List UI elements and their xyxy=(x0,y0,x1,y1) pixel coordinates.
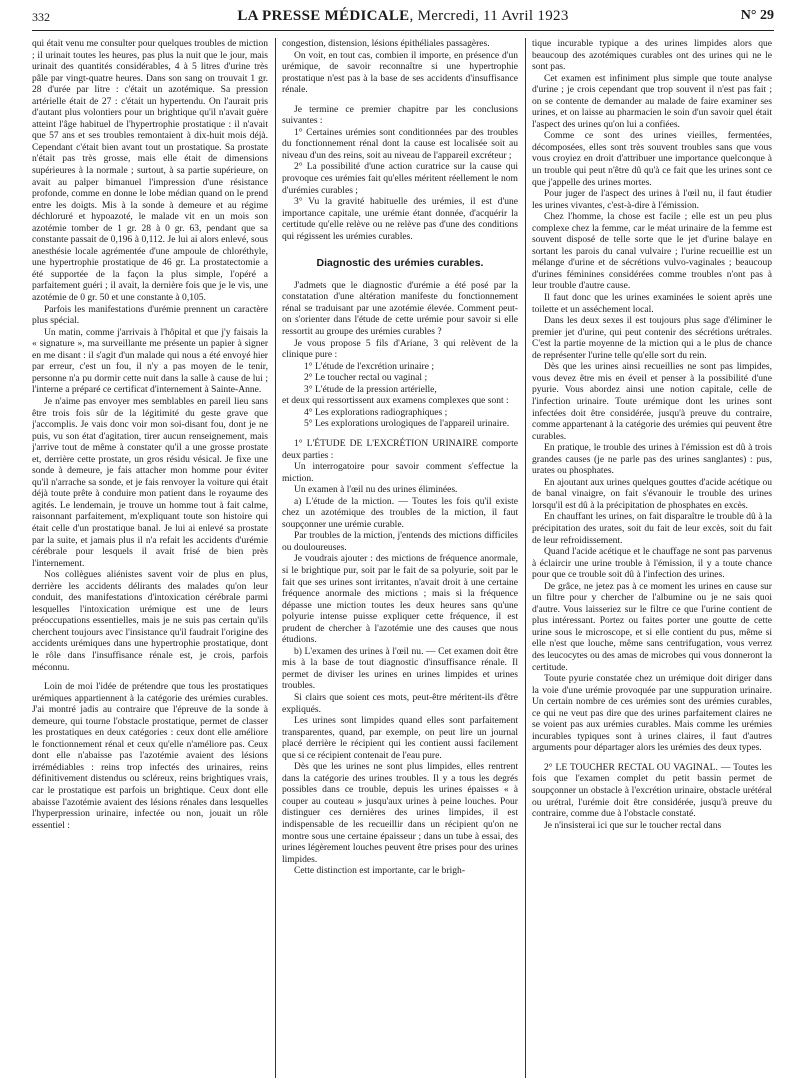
page-header xyxy=(32,6,774,31)
paragraph: Pour juger de l'aspect des urines à l'œil nu, il faut étudier les urines vivantes, c'est-à-dire à l'émission. xyxy=(532,188,772,211)
paragraph: Je voudrais ajouter : des mictions de fréquence anormale, si le brightique pur, soit par le fait de sa polyurie, soit par le fait que ses urines sont irritantes, n'avait droit à une certaine fréquence anormale des mictions ; mais si la fréquence dépasse une miction toutes les deux heures sans qu'une polyurie intense puisse expliquer cette fréquence, il est prudent de chercher à l'azotémie une des causes que nous étudions. xyxy=(282,553,518,646)
paragraph: Si clairs que soient ces mots, peut-être méritent-ils d'être expliqués. xyxy=(282,691,518,715)
paragraph: Je n'aime pas envoyer mes semblables en pareil lieu sans être trois fois sûr de la légitimité du geste grave que j'accomplis. Je vais donc voir mon soi-disant fou, dont je ne puis, vu son état d'agitation, tirer aucun renseignement, mais j'arrive tout de même à constater qu'il a une grosse prostate et, derrière cette prostate, un gros résidu vésical. Je fixe une sonde à demeure, je fais attacher mon homme pour éviter qu'il n'arrache sa sonde, et je fais renvoyer la voiture qui était déjà toute prête à conduire mon patient dans le royaume des agités. Le lendemain, je trouve un homme tout à fait calme, raisonnant parfaitement, m'expliquant toute son histoire qui était celle d'un prostatique banal. Je lui ai enlevé sa prostate par la suite, et jamais plus il n'a refait les accidents d'urémie cérébrale pour lesquels il avait frisé de bien près l'internement. xyxy=(32,395,268,569)
paragraph: et deux qui ressortissent aux examens complexes que sont : xyxy=(282,395,509,407)
paragraph: 1° Certaines urémies sont conditionnées par des troubles du fonctionnement rénal dont la cause est localisée soit au niveau d'un des reins, soit au niveau de l'appareil excréteur ; xyxy=(282,126,518,161)
paragraph: 1° L'étude de l'excrétion urinaire ; xyxy=(304,360,434,372)
paragraph: Comme ce sont des urines vieilles, fermentées, décomposées, elles sont très souvent troubles sans que vous vous croyiez en droit d'attribuer une importance quelconque à un trouble qui peut n'être dû qu'à ce fait que les urines sont ce que j'appelle des urines mortes. xyxy=(532,130,772,188)
paragraph: Les urines sont limpides quand elles sont parfaitement transparentes, quand, par exemple, on peut lire un journal placé derrière le récipient qui les contient aussi facilement que si ce récipient contenait de l'eau pure. xyxy=(282,715,518,761)
paragraph: De grâce, ne jetez pas à ce moment les urines en cause sur un filtre pour y chercher de l'albumine ou je ne sais quoi d'autre. Vous laisseriez sur le filtre ce que l'urine contient de plus intéressant. Portez ou faites porter une goutte de cette urine sous le microscope, et si elle contient du pus, même si elle n'est que louche, même sans centrifugation, vous verrez des leucocytes ou des amas de microbes qui vous donneront la certitude. xyxy=(532,580,772,673)
paragraph: 5° Les explorations urologiques de l'appareil urinaire. xyxy=(304,418,510,430)
paragraph: 3° L'étude de la pression artérielle, xyxy=(304,383,437,395)
paragraph: Dans les deux sexes il est toujours plus sage d'éliminer le premier jet d'urine, qui peut contenir des sécrétions urétrales. C'est la partie moyenne de la miction qui a le plus de chance de représenter l'urine telle qu'elle sort du rein. xyxy=(532,315,772,361)
paragraph: Un matin, comme j'arrivais à l'hôpital et que j'y faisais la « signature », ma surveillante me présente un papier à signer en me disant : il s'agit d'un malade qui nous a été envoyé hier par erreur, c'est un fou, il n'y a pas moyen de le tenir, personne n'a pu dormir cette nuit dans la salle à cause de lui ; l'interne a préparé ce certificat d'internement à Sainte-Anne. xyxy=(32,326,268,396)
journal-title xyxy=(32,8,774,25)
paragraph: On voit, en tout cas, combien il importe, en présence d'un urémique, de savoir reconnaître si une hypertrophie prostatique n'est pas à la base de ses accidents d'insuffisance rénale. xyxy=(282,49,518,96)
text-column-1 xyxy=(32,38,268,1078)
paragraph: En ajoutant aux urines quelques gouttes d'acide acétique ou de banal vinaigre, on fait s'évanouir le trouble des urines lorsqu'il est dû à la précipitation de phosphates en excès. xyxy=(532,476,772,511)
paragraph: Je n'insisterai ici que sur le toucher rectal dans xyxy=(544,819,722,831)
paragraph: 3° Vu la gravité habituelle des urémies, il est d'une importance capitale, une urémie étant donnée, d'acquérir la certitude qu'elle relève ou ne relève pas d'une des conditions qui régissent les urémies curables. xyxy=(282,196,518,242)
column-divider xyxy=(525,38,526,1078)
paragraph: qui était venu me consulter pour quelques troubles de miction ; il urinait toutes les heures, pas plus la nuit que le jour, mais urinait des quantités considérables, 4 à 5 litres d'urine très pâle par vingt-quatre heures. Dans son sang on trouvait 1 gr. 28 d'urée par litre : c'était un azotémique. Sa pression artérielle était de 27 : c'était un hypertendu. On l'aurait pris d'autant plus volontiers pour un brightique qu'il n'avait guère atteint l'âge habituel de l'hypertrophie prostatique : il n'avait que 57 ans et ses troubles remontaient à dix-huit mois déjà. Cependant c'était bien avant tout un prostatique. Sa prostate n'était pas très grosse, mais elle était de dimensions supérieures à la normale ; surtout, à sa partie supérieure, on avait au palper bimanuel l'impression d'une résistance profonde, comme en donne le lobe médian quand on le prend entre les doigts. Mis à la sonde à demeure et au régime déchloruré et hypoazoté, le malade vit en un mois son azotémie tomber de 1 gr. 28 à 0 gr. 63, pendant que sa constante passait de 0,196 à 0,112. Je lui ai alors enlevé, sous anesthésie locale agrémentée d'une ampoule de chloréthyle, une hypertrophie prostatique de 46 gr. La prostatectomie a été supportée de la façon la plus simple, l'opéré a parfaitement guéri ; il avait, la dernière fois que je le vis, une azotémie de 0 gr. 50 et une constante à 0,105. xyxy=(32,38,268,304)
paragraph: Un interrogatoire pour savoir comment s'effectue la miction. xyxy=(282,461,518,484)
paragraph: a) L'étude de la miction. — Toutes les fois qu'il existe chez un azotémique des troubles de la miction, il faut soupçonner une urémie curable. xyxy=(282,495,518,530)
paragraph: 2° Le toucher rectal ou vaginal ; xyxy=(304,372,428,384)
journal-name: LA PRESSE MÉDICALE xyxy=(237,8,410,24)
text-column-3 xyxy=(532,38,772,1078)
column-divider xyxy=(275,38,276,1078)
paragraph: Loin de moi l'idée de prétendre que tous les prostatiques urémiques appartiennent à la catégorie des urémies curables. J'ai montré jadis au contraire que l'épreuve de la sonde à demeure, qui tourne l'obstacle prostatique, permet de classer les prostatiques en deux catégories : ceux dont elle améliore le fonctionnement rénal et ceux qu'elle n'améliore pas. Ceux dont elle n'abaisse pas l'azotémie avaient des lésions irrémédiables : reins trop infectés des urinaires, reins définitivement distendus ou scléreux, reins brightiques vrais, car le prostatique est parfois un brightique. Ceux dont elle abaisse l'azotémie avaient des lésions rénales dans lesquelles l'hyperpression urinaire, infectée ou non, jouait un rôle essentiel : xyxy=(32,681,268,831)
paragraph: Cette distinction est importante, car le brigh- xyxy=(294,865,466,877)
paragraph: Toute pyurie constatée chez un urémique doit diriger dans la voie d'une urémie provoquée par une suppuration urinaire. Un certain nombre de ces urémies sont des urémies curables, ce qui ne veut pas dire que des urines parfaitement claires ne se voient pas aux urémies curables. Mais comme les urémies incurables typiques sont à urines claires, il faut d'autres arguments pour départager alors les urémies des deux types. xyxy=(532,673,772,754)
paragraph: Un examen à l'œil nu des urines éliminées. xyxy=(294,484,458,496)
paragraph: Nos collègues aliénistes savent voir de plus en plus, derrière les accidents délirants des malades qu'on leur conduit, des manifestations d'intoxication cérébrale parmi lesquelles l'intoxication urémique est une de leurs préoccupations essentielles, mais je ne suis pas certain qu'ils cherchent toujours avec l'insistance qu'il faudrait l'origine des accidents urémiques dans une hypertrophie prostatique, dont le rôle dans l'insuffisance rénale est, je crois, parfois méconnu. xyxy=(32,569,268,673)
paragraph: 1° L'ÉTUDE DE L'EXCRÉTION URINAIRE comporte deux parties : xyxy=(282,437,518,461)
paragraph: En pratique, le trouble des urines à l'émission est dû à trois grandes causes (je ne parle pas des urines sanglantes) : pus, urates ou phosphates. xyxy=(532,442,772,477)
paragraph: Je vous propose 5 fils d'Ariane, 3 qui relèvent de la clinique pure : xyxy=(282,337,518,361)
paragraph: 2° LE TOUCHER RECTAL OU VAGINAL. — Toutes les fois que l'examen complet du petit bassin permet de soupçonner un obstacle à l'excrétion urinaire, obstacle urétéral ou urétral, l'urémie doit être considérée, jusqu'à preuve du contraire, comme due à l'obstacle constaté. xyxy=(532,761,772,820)
paragraph: 2° La possibilité d'une action curatrice sur la cause qui provoque ces urémies fait qu'elles méritent réellement le nom d'urémies curables ; xyxy=(282,161,518,196)
paragraph: Par troubles de la miction, j'entends des mictions difficiles ou douloureuses. xyxy=(282,530,518,553)
paragraph: J'admets que le diagnostic d'urémie a été posé par la constatation d'une altération manifeste du fonctionnement rénal se traduisant par une azotémie élevée. Comment peut-on s'orienter dans l'étude de cette urémie pour savoir si elle ressortit au groupe des urémies curables ? xyxy=(282,279,518,338)
paragraph: b) L'examen des urines à l'œil nu. — Cet examen doit être mis à la base de tout diagnostic d'insuffisance rénale. Il permet de diviser les urines en urines limpides et urines troubles. xyxy=(282,645,518,692)
section-heading: Diagnostic des urémies curables. xyxy=(316,257,484,270)
paragraph: En chauffant les urines, on fait disparaître le trouble dû à la précipitation des urates, soit du fait de leur excès, soit du fait de leur refroidissement. xyxy=(532,511,772,546)
issue-number: N° 29 xyxy=(740,8,774,23)
paragraph: Dès que les urines ne sont plus limpides, elles rentrent dans la catégorie des urines troubles. Il y a tous les degrés possibles dans ce trouble, depuis les urines épaisses « à couper au couteau » jusqu'aux urines à peine louches. Pour distinguer ces dernières des urines limpides, il est indispensable de les recueillir dans un récipient qu'on ne montre sous une certaine épaisseur ; dans un tube à essai, des urines légèrement louches peuvent être prises pour des urines limpides. xyxy=(282,761,518,865)
paragraph: Quand l'acide acétique et le chauffage ne sont pas parvenus à éclaircir une urine trouble à l'émission, il y a toute chance pour que ce trouble soit dû à l'infection des urines. xyxy=(532,546,772,581)
paragraph: Il faut donc que les urines examinées le soient après une toilette et un asséchement local. xyxy=(532,292,772,315)
paragraph: Cet examen est infiniment plus simple que toute analyse d'urine ; je crois cependant que trop souvent il n'est pas fait ; on se contente de demander au malade de faire examiner ses urines, et on laisse au pharmacien le soin d'un savoir quel était l'aspect des urines qu'on lui a confiées. xyxy=(532,72,772,130)
paragraph: Parfois les manifestations d'urémie prennent un caractère plus spécial. xyxy=(32,303,268,327)
paragraph: congestion, distension, lésions épithéliales passagères. xyxy=(282,38,490,49)
paragraph: 4° Les explorations radiographiques ; xyxy=(304,406,448,418)
paragraph: Je termine ce premier chapitre par les conclusions suivantes : xyxy=(282,103,518,127)
paragraph: Chez l'homme, la chose est facile ; elle est un peu plus complexe chez la femme, car le méat urinaire de la femme est souvent disposé de telle sorte que le jet d'urine balaye en sortant les parois du canal vulvaire ; l'urine recueillie est un mélange d'urine et de sécrétions vulvo-vaginales ; beaucoup d'urines féminines considérées comme troubles n'ont pas à leur trouble d'autre cause. xyxy=(532,211,772,292)
page-number: 332 xyxy=(32,10,50,24)
paragraph: tique incurable typique a des urines limpides alors que beaucoup des azotémiques curables ont des urines qui ne le sont pas. xyxy=(532,38,772,73)
issue-date: , Mercredi, 11 Avril 1923 xyxy=(409,8,569,24)
text-column-2 xyxy=(282,38,518,1078)
paragraph: Dès que les urines ainsi recueillies ne sont pas limpides, vous devez être mis en éveil et penser à la possibilité d'une pyurie. Vous abordez ainsi une notion capitale, celle de l'infection urinaire. Toute urémique dont les urines sont infectées doit être considérée, jusqu'à preuve du contraire, comme appartenant à la catégorie des urémies qui peuvent être curables. xyxy=(532,361,772,442)
